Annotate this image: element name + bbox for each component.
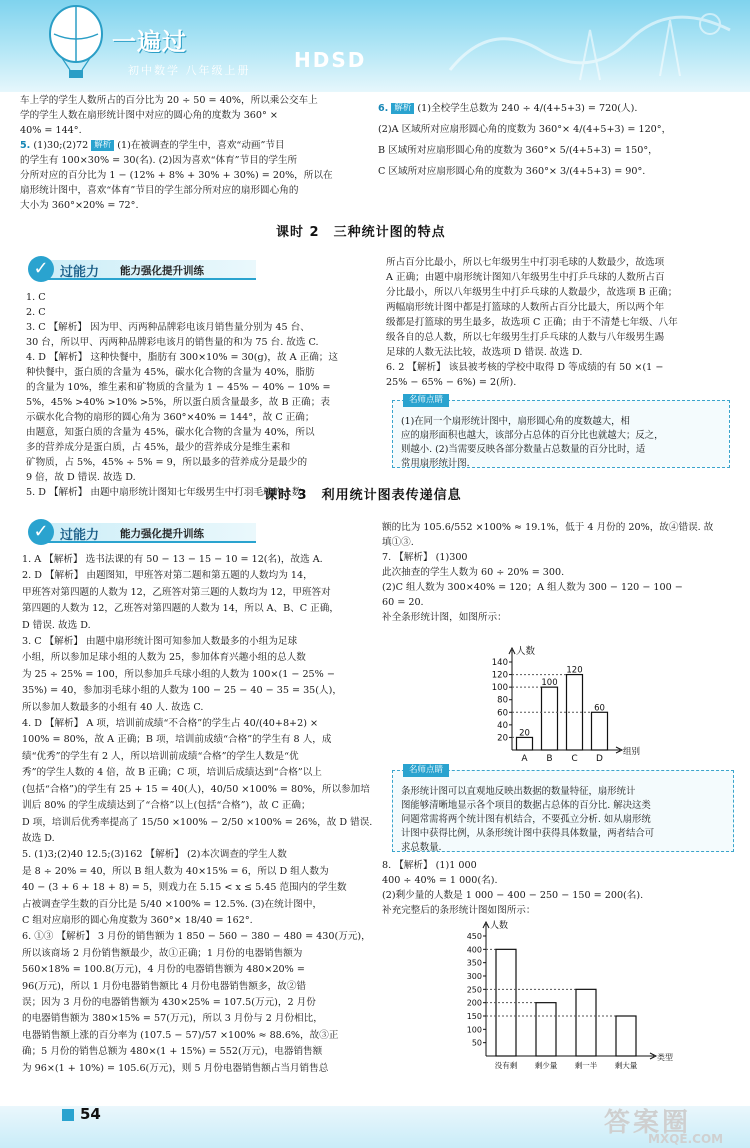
text-line: B 区域所对应扇形圆心角的度数为 360°× 5/(4+5+3) = 150°， bbox=[378, 145, 658, 156]
x-axis-label: 组别 bbox=[623, 747, 640, 757]
y-tick-label: 40 bbox=[497, 720, 508, 731]
lesson3-right-top-text bbox=[382, 520, 742, 625]
tip-line: 图能够清晰地显示各个项目的数据占总体的百分比. 解决这类 bbox=[401, 800, 651, 811]
text-line: 9 倍，故 D 错误. 故选 D. bbox=[26, 472, 136, 483]
x-tick-label: A bbox=[521, 754, 528, 764]
y-tick-label: 250 bbox=[466, 985, 482, 995]
bar bbox=[517, 737, 533, 750]
lesson2-banner bbox=[28, 256, 268, 284]
watermark-logo: 答案圈 bbox=[604, 1108, 692, 1138]
text-line: 3. C 【解析】 由题中扇形统计图可知参加人数最多的小组为足球 bbox=[22, 636, 298, 648]
tip-line: 条形统计图可以直观地反映出数据的数量特征，扇形统计 bbox=[401, 786, 636, 797]
y-tick-label: 150 bbox=[466, 1012, 482, 1021]
top-left-text bbox=[20, 93, 370, 213]
data-label: 120 bbox=[566, 665, 583, 676]
text-line: 额的比为 105.6/552 ×100% ≈ 19.1%，低于 4 月份的 20%，故④错误. 故 bbox=[382, 522, 714, 533]
text-line: 误；因为 3 月份的电器销售额为 430×25% = 107.5(万元)，2 月份 bbox=[22, 996, 316, 1008]
y-tick-label: 50 bbox=[471, 1038, 482, 1048]
text-line: A 正确；由题中扇形统计图知八年级男生中打乒乓球的人数所占百 bbox=[386, 272, 665, 283]
text-line: 60 = 20. bbox=[382, 597, 424, 608]
text-line: 35%) = 40，参加羽毛球小组的人数为 100 − 25 − 40 − 35 = 35(人)， bbox=[22, 685, 342, 697]
lesson3-left-text bbox=[22, 552, 376, 1077]
text-line: 7. 【解析】 (1)300 bbox=[382, 552, 468, 563]
tip-line: 应的扇形面积也越大，该部分占总体的百分比也就越大；反之， bbox=[401, 430, 664, 441]
analysis-tag: 解析 bbox=[91, 140, 114, 151]
brand-title: 一遍过 bbox=[112, 28, 187, 56]
data-label: 20 bbox=[519, 728, 530, 739]
banner-sub: 能力强化提升训练 bbox=[120, 265, 204, 277]
text-line: 秀”的学生人数的 4 倍，故 B 正确；C 项，培训后成绩达到“合格”以上 bbox=[22, 767, 322, 779]
y-tick-label: 350 bbox=[466, 958, 482, 968]
text-line: C 区域所对应扇形圆心角的度数为 360°× 3/(4+5+3) = 90°. bbox=[378, 166, 646, 177]
bar bbox=[616, 1016, 636, 1056]
y-tick-label: 60 bbox=[497, 708, 508, 719]
question-number: 5. bbox=[20, 140, 31, 151]
lesson2-tip-box bbox=[392, 395, 730, 469]
text-line: 40% = 144°. bbox=[20, 125, 82, 136]
page-header bbox=[0, 0, 750, 92]
text-line: 25% − 65% − 6%) = 2(所). bbox=[386, 377, 517, 388]
text-line: 所占百分比最小，所以七年级男生中打羽毛球的人数最少，故选项 bbox=[386, 257, 665, 268]
tip-line: 计图中获得比例，从条形统计图中获得具体数量，两者结合可 bbox=[401, 828, 655, 839]
text-line: 3. C 【解析】 因为甲、丙两种品牌彩电该月销售量分别为 45 台、 bbox=[26, 322, 310, 333]
lesson2-right-text bbox=[386, 255, 742, 390]
x-axis-label: 类型 bbox=[657, 1053, 673, 1062]
text-line: 甲班答对第四题的人数为 12，乙班答对第三题的人数均为 12，甲班答对 bbox=[22, 586, 331, 598]
text-line: 2. C bbox=[26, 307, 46, 318]
check-icon: ✓ bbox=[28, 519, 54, 545]
text-line: 的电器销售额为 380×15% = 57(万元)，所以 3 月份与 2 月份相比， bbox=[22, 1013, 323, 1025]
text-line: 96(万元)，所以 1 月份电器销售额比 4 月份电器销售额多，故②错 bbox=[22, 980, 306, 992]
text-line: (2)A 区域所对应扇形圆心角的度数为 360°× 4/(4+5+3) = 120°， bbox=[378, 124, 672, 135]
y-axis-label: 人数 bbox=[516, 646, 536, 657]
text-line: (包括“合格”)的学生有 25 + 15 = 40(人)，40/50 ×100% = 80%，所以参加培 bbox=[22, 783, 370, 795]
book-subtitle: 初中数学 八年级上册 bbox=[128, 64, 251, 77]
text-line: 1. C bbox=[26, 292, 46, 303]
text-line: (1)全校学生总数为 240 ÷ 4/(4+5+3) = 720(人). bbox=[417, 103, 638, 114]
tip-line: (1)在同一个扇形统计图中，扇形圆心角的度数越大，相 bbox=[401, 416, 630, 427]
answer-text: (1)30;(2)72 bbox=[33, 140, 89, 151]
y-axis-label: 人数 bbox=[490, 921, 509, 931]
chart-group-counts bbox=[490, 636, 640, 766]
hot-air-balloon-icon bbox=[44, 4, 108, 80]
x-tick-label: 剩一半 bbox=[574, 1061, 598, 1070]
text-line: (1)在被调查的学生中，喜欢“动画”节目 bbox=[117, 140, 285, 151]
text-line: 6. ①③ 【解析】 3 月份的销售额为 1 850 − 560 − 380 − 480 = 430(万元)， bbox=[22, 931, 371, 943]
page-marker-icon bbox=[62, 1109, 74, 1121]
decorative-sketch-icon bbox=[430, 0, 750, 92]
bar bbox=[576, 989, 596, 1056]
y-tick-label: 120 bbox=[491, 670, 508, 681]
y-tick-label: 140 bbox=[491, 658, 508, 668]
q6-line bbox=[378, 98, 738, 119]
text-line: 电器销售额上涨的百分率为 (107.5 − 57)/57 ×100% ≈ 88.6%，故③正 bbox=[22, 1029, 339, 1041]
text-line: 30 台，所以甲、丙两种品牌彩电该月的销售量的和为 75 台. 故选 C. bbox=[26, 337, 319, 348]
data-label: 100 bbox=[541, 678, 558, 689]
y-tick-label: 100 bbox=[491, 683, 508, 694]
lesson2-left-text bbox=[26, 290, 374, 500]
text-line: 训后 80% 的学生成绩达到了“合格”以上(包括“合格”)，故 C 正确； bbox=[22, 800, 311, 812]
text-line: 故选 D. bbox=[22, 832, 55, 844]
question-number: 6. bbox=[378, 103, 389, 114]
text-line: D 错误. 故选 D. bbox=[22, 619, 91, 631]
y-tick-label: 300 bbox=[466, 972, 482, 981]
text-line: 补充完整后的条形统计图如图所示： bbox=[382, 905, 536, 916]
lesson3-tip-box bbox=[392, 765, 734, 853]
edition-code: HDSD bbox=[294, 48, 367, 72]
text-line: 示碳水化合物的扇形的圆心角为 360°×40% = 144°，故 C 正确； bbox=[26, 412, 315, 423]
banner-sub: 能力强化提升训练 bbox=[120, 528, 204, 540]
text-line: 5%，45% >40% >10% >5%，所以蛋白质含量最多，故 B 正确；表 bbox=[26, 397, 330, 408]
check-icon: ✓ bbox=[28, 256, 54, 282]
tip-line: 则越小. (2)当需要反映各部分数量占总数量的百分比时，适 bbox=[401, 444, 646, 455]
text-line: 的含量为 10%，维生素和矿物质的含量为 1 − 45% − 40% − 10% = bbox=[26, 382, 331, 393]
text-line: 扇形统计图中，喜欢“体育”节目的学生部分所对应的扇形圆心角的 bbox=[20, 185, 299, 196]
y-tick-label: 400 bbox=[466, 945, 482, 955]
text-line: (2)C 组人数为 300×40% = 120；A 组人数为 300 − 120 − 100 − bbox=[382, 582, 683, 593]
text-line: 补全条形统计图，如图所示： bbox=[382, 612, 507, 623]
text-line: 级都是打篮球的男生最多，故选项 C 正确；由于不清楚七年级、八年 bbox=[386, 317, 678, 328]
lesson3-right-bottom-text bbox=[382, 858, 742, 918]
analysis-tag: 解析 bbox=[391, 103, 414, 114]
text-line: D 项，培训后优秀率提高了 15/50 ×100% − 2/50 ×100% = 26%，故 D 错误. bbox=[22, 816, 373, 828]
text-line: 填①③. bbox=[382, 537, 414, 548]
text-line: 绩“优秀”的学生有 2 人，所以培训前成绩“合格”的学生人数是“优 bbox=[22, 750, 299, 762]
tip-line: 问题常需将两个统计图有机结合，不要孤立分析. 如从扇形统 bbox=[401, 814, 651, 825]
text-line: 第四题的人数为 12，乙班答对第四题的人数为 14，所以 A、B、C 正确， bbox=[22, 603, 339, 615]
text-line: 400 ÷ 40% = 1 000(名). bbox=[382, 875, 498, 886]
bar bbox=[542, 687, 558, 750]
text-line: 1. A 【解析】 选书法课的有 50 − 13 − 15 − 10 = 12(名)，故选 A. bbox=[22, 554, 323, 565]
text-line: 分比最小，所以八年级男生中打乒乓球的人数最少，故选项 B 正确； bbox=[386, 287, 678, 298]
text-line: 确；5 月份的销售总额为 480×(1 + 15%) = 552(万元)，电器销售额 bbox=[22, 1046, 323, 1058]
text-line: 由题意，知蛋白质的含量为 45%，碳水化合物的含量为 40%，所以 bbox=[26, 427, 315, 438]
tip-line: 常用扇形统计图. bbox=[401, 458, 470, 469]
text-line: 6. 2 【解析】 该县被考核的学校中取得 D 等成绩的有 50 ×(1 − bbox=[386, 362, 664, 373]
text-line: 的学生有 100×30% = 30(名). (2)因为喜欢“体育”节目的学生所 bbox=[20, 155, 298, 166]
x-tick-label: 剩少量 bbox=[534, 1061, 558, 1070]
x-tick-label: 没有剩 bbox=[494, 1061, 518, 1070]
text-line: 为 96×(1 + 10%) = 105.6(万元)，则 5 月份电器销售额占当月销售总 bbox=[22, 1062, 329, 1074]
y-tick-label: 450 bbox=[466, 932, 482, 941]
q5-line bbox=[20, 138, 370, 153]
banner-main: 过能力 bbox=[60, 528, 100, 543]
lesson2-title: 课时 2 三种统计图的特点 bbox=[276, 225, 446, 240]
text-line: 矿物质，占 5%，45% ÷ 5% = 9，所以最多的营养成分是最少的 bbox=[26, 457, 308, 468]
text-line: 两幅扇形统计图中都是打篮球的人数所占百分比最大，所以两个年 bbox=[386, 302, 665, 313]
bar bbox=[592, 712, 608, 750]
text-line: 多的营养成分是蛋白质，占 45%，最少的营养成分是维生素和 bbox=[26, 442, 291, 453]
text-line: 4. D 【解析】 A 项，培训前成绩“不合格”的学生占 40/(40+8+2) × bbox=[22, 718, 319, 730]
page-number: 54 bbox=[80, 1105, 101, 1123]
text-line: 100% = 80%，故 A 正确；B 项，培训前成绩“合格”的学生有 8 人，成 bbox=[22, 734, 332, 746]
text-line: 4. D 【解析】 这种快餐中，脂肪有 300×10% = 30(g)，故 A 正确；这 bbox=[26, 352, 338, 363]
text-line: 分所对应的百分比为 1 − (12% + 8% + 30% + 30%) = 20%，所以在 bbox=[20, 170, 333, 181]
y-tick-label: 200 bbox=[466, 998, 482, 1008]
data-label: 60 bbox=[594, 703, 605, 714]
text-line: 560×18% = 100.8(万元)，4 月份的电器销售额为 480×20% = bbox=[22, 964, 305, 976]
bar bbox=[536, 1003, 556, 1056]
x-tick-label: 剩大量 bbox=[614, 1061, 638, 1070]
text-line: C 组对应扇形的圆心角度数为 360°× 18/40 = 162°. bbox=[22, 914, 253, 926]
lesson3-title: 课时 3 利用统计图表传递信息 bbox=[264, 488, 462, 503]
text-line: 小组，所以参加足球小组的人数为 25，参加体育兴趣小组的总人数 bbox=[22, 652, 306, 664]
text-line: 车上学的学生人数所占的百分比为 20 ÷ 50 = 40%，所以乘公交车上 bbox=[20, 95, 318, 106]
text-line: (2)剩少量的人数是 1 000 − 400 − 250 − 150 = 200(名). bbox=[382, 890, 644, 901]
text-line: 8. 【解析】 (1)1 000 bbox=[382, 860, 477, 871]
text-line: 2. D 【解析】 由题图知，甲班答对第二题和第五题的人数均为 14， bbox=[22, 570, 313, 582]
tip-tag: 名师点睛 bbox=[403, 764, 449, 777]
text-line: 是 8 ÷ 20% = 40，所以 B 组人数为 40×15% = 6，所以 D 组人数为 bbox=[22, 865, 329, 877]
text-line: 种快餐中，蛋白质的含量为 45%，碳水化合物的含量为 40%，脂肪 bbox=[26, 367, 315, 378]
text-line: 所以该商场 2 月份销售额最少，故①正确；1 月份的电器销售额为 bbox=[22, 947, 303, 959]
text-line: 此次抽查的学生人数为 60 ÷ 20% = 300. bbox=[382, 567, 565, 578]
text-line: 级各自的总人数，所以七年级男生打乒乓球的人数与八年级男生踢 bbox=[386, 332, 665, 343]
tip-line: 求总数量. bbox=[401, 842, 442, 853]
bar-chart-svg bbox=[490, 636, 640, 766]
text-line: 学的学生人数在扇形统计图中对应的圆心角的度数为 360° × bbox=[20, 110, 278, 121]
text-line: 40 − (3 + 6 + 18 + 8) = 5，则戏力在 5.15 < x ≤ 5.45 范围内的学生数 bbox=[22, 882, 347, 894]
text-line: 占被调查学生数的百分比是 5/40 ×100% = 12.5%. (3)在统计图中， bbox=[22, 898, 323, 910]
lesson3-banner bbox=[28, 519, 268, 547]
text-line: 5. (1)3;(2)40 12.5;(3)162 【解析】 (2)本次调查的学生人数 bbox=[22, 849, 287, 861]
y-tick-label: 20 bbox=[497, 733, 508, 744]
x-tick-label: D bbox=[596, 754, 603, 764]
text-line: 所以参加人数最多的小组有 40 人. 故选 C. bbox=[22, 701, 204, 713]
top-right-text bbox=[378, 98, 738, 182]
chart-leftover-counts bbox=[454, 918, 684, 1082]
y-tick-label: 100 bbox=[466, 1025, 482, 1035]
text-line: 大小为 360°×20% = 72°. bbox=[20, 200, 139, 211]
text-line: 为 25 ÷ 25% = 100，所以参加乒乓球小组的人数为 100×(1 − 25% − bbox=[22, 668, 335, 680]
text-line: 足球的人数无法比较，故选项 D 错误. 故选 D. bbox=[386, 347, 583, 358]
bar-chart-svg bbox=[454, 918, 684, 1082]
text-line: 5. D 【解析】 由题中扇形统计图知七年级男生中打羽毛球的人数 bbox=[26, 487, 302, 498]
x-tick-label: B bbox=[546, 754, 553, 764]
tip-tag: 名师点睛 bbox=[403, 394, 449, 407]
x-tick-label: C bbox=[571, 754, 578, 764]
y-tick-label: 80 bbox=[497, 695, 508, 706]
banner-main: 过能力 bbox=[60, 265, 100, 280]
watermark-url: MXQE.COM bbox=[648, 1132, 724, 1146]
